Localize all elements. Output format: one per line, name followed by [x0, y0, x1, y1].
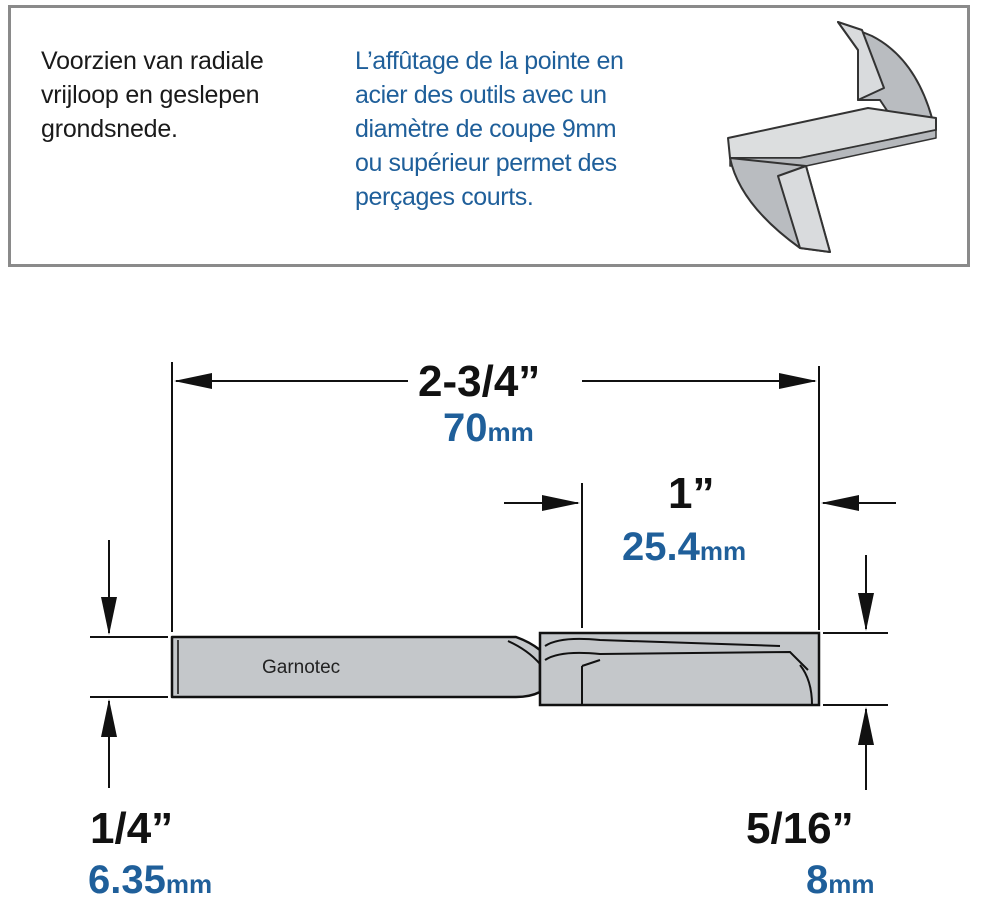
shank-diameter-imperial: 1/4” — [90, 804, 174, 853]
cutting-length-imperial: 1” — [668, 469, 715, 518]
cutting-length-metric-value: 25.4 — [622, 525, 700, 569]
cutting-diameter-metric-unit: mm — [828, 869, 875, 899]
cutting-diameter-metric-value: 8 — [806, 858, 829, 902]
overall-length-metric-unit: mm — [487, 417, 534, 447]
cutting-diameter-metric — [806, 858, 875, 902]
shank-diameter-metric — [88, 858, 212, 902]
tip-detail-illustration — [728, 22, 936, 252]
cutting-diameter-imperial: 5/16” — [746, 804, 854, 853]
cutting-length-metric-unit: mm — [699, 536, 747, 566]
shank-diameter-metric-unit: mm — [165, 869, 213, 899]
french-line: ou supérieur permet des — [355, 149, 617, 177]
overall-length-metric — [443, 406, 534, 450]
french-line: diamètre de coupe 9mm — [355, 115, 617, 143]
cutting-length-metric — [622, 525, 746, 569]
dutch-line: grondsnede. — [41, 115, 178, 143]
dutch-line: vrijloop en geslepen — [41, 81, 260, 109]
french-line: L’affûtage de la pointe en — [355, 47, 624, 75]
french-line: perçages courts. — [355, 183, 534, 211]
shank-diameter-metric-value: 6.35 — [88, 858, 166, 902]
dutch-line: Voorzien van radiale — [41, 47, 264, 75]
router-bit — [172, 633, 819, 705]
overall-length-imperial: 2-3/4” — [418, 357, 541, 406]
overall-length-metric-value: 70 — [443, 406, 488, 450]
french-line: acier des outils avec un — [355, 81, 607, 109]
brand-label: Garnotec — [262, 657, 341, 678]
